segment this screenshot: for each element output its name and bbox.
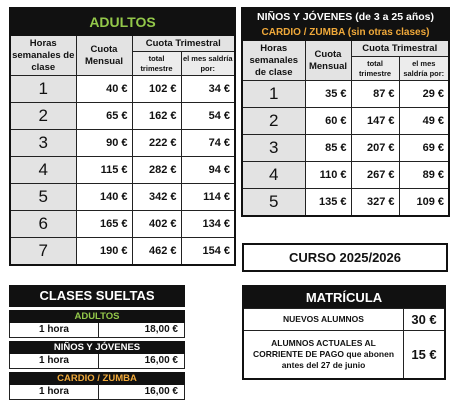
- hours-cell: 6: [10, 211, 76, 238]
- mensual-cell: 135 €: [305, 189, 351, 216]
- header-total-trimestre: total trimestre: [132, 52, 181, 76]
- header-total-trimestre: total trimestre: [351, 57, 399, 81]
- group-cardio-title: CARDIO / ZUMBA: [9, 372, 185, 385]
- row-label: 1 hora: [10, 354, 99, 368]
- trimestre-cell: 267 €: [351, 162, 399, 189]
- header-horas: Horas semanales de clase: [242, 41, 305, 81]
- group-adultos-row: [9, 323, 185, 338]
- trimestre-cell: 87 €: [351, 81, 399, 108]
- group-cardio-row: [9, 385, 185, 400]
- price-row: [242, 135, 449, 162]
- mes-cell: 94 €: [181, 157, 235, 184]
- nuevos-price: 30 €: [411, 312, 437, 327]
- hours-cell: 4: [10, 157, 76, 184]
- mensual-cell: 85 €: [305, 135, 351, 162]
- actuales-label: ALUMNOS ACTUALES AL CORRIENTE DE PAGO que abonen antes del 27 de junio: [244, 331, 404, 378]
- price-row: [242, 189, 449, 216]
- mes-cell: 49 €: [399, 108, 449, 135]
- header-cuota-trimestral: Cuota Trimestral: [351, 41, 449, 57]
- header-horas: Horas semanales de clase: [10, 36, 76, 76]
- hours-cell: 7: [10, 238, 76, 265]
- trimestre-cell: 162 €: [132, 103, 181, 130]
- mes-cell: 154 €: [181, 238, 235, 265]
- mes-cell: 29 €: [399, 81, 449, 108]
- hours-cell: 5: [10, 184, 76, 211]
- price-row: [10, 184, 235, 211]
- row-price: 18,00 €: [144, 324, 178, 335]
- nuevos-label: NUEVOS ALUMNOS: [244, 309, 404, 330]
- mes-cell: 34 €: [181, 76, 235, 103]
- trimestre-cell: 147 €: [351, 108, 399, 135]
- ninos-price-table: [241, 7, 450, 217]
- group-ninos-row: [9, 354, 185, 369]
- header-cuota-mensual: Cuota Mensual: [76, 36, 132, 76]
- mensual-cell: 40 €: [76, 76, 132, 103]
- mensual-cell: 60 €: [305, 108, 351, 135]
- price-row: [242, 81, 449, 108]
- mes-cell: 69 €: [399, 135, 449, 162]
- group-adultos-title: ADULTOS: [9, 310, 185, 323]
- header-cuota-mensual: Cuota Mensual: [305, 41, 351, 81]
- clases-sueltas-title: CLASES SUELTAS: [9, 285, 185, 307]
- mensual-cell: 140 €: [76, 184, 132, 211]
- price-row: [10, 130, 235, 157]
- price-row: [10, 103, 235, 130]
- adultos-price-table: [9, 7, 236, 266]
- row-label: 1 hora: [10, 323, 99, 337]
- price-row: [10, 76, 235, 103]
- row-label: 1 hora: [10, 385, 99, 399]
- mensual-cell: 35 €: [305, 81, 351, 108]
- mensual-cell: 115 €: [76, 157, 132, 184]
- mensual-cell: 190 €: [76, 238, 132, 265]
- ninos-subtitle: CARDIO / ZUMBA (sin otras clases): [242, 25, 449, 41]
- price-row: [242, 162, 449, 189]
- hours-cell: 2: [242, 108, 305, 135]
- mensual-cell: 110 €: [305, 162, 351, 189]
- matricula-nuevos-row: [244, 308, 444, 330]
- hours-cell: 3: [242, 135, 305, 162]
- mes-cell: 54 €: [181, 103, 235, 130]
- price-row: [10, 211, 235, 238]
- mes-cell: 109 €: [399, 189, 449, 216]
- curso-label: CURSO 2025/2026: [242, 243, 448, 272]
- mensual-cell: 90 €: [76, 130, 132, 157]
- header-cuota-trimestral: Cuota Trimestral: [132, 36, 235, 52]
- mes-cell: 74 €: [181, 130, 235, 157]
- group-ninos-title: NIÑOS Y JÓVENES: [9, 341, 185, 354]
- matricula-actuales-row: [244, 330, 444, 378]
- price-row: [242, 108, 449, 135]
- row-price: 16,00 €: [144, 355, 178, 366]
- actuales-price: 15 €: [411, 347, 437, 362]
- hours-cell: 4: [242, 162, 305, 189]
- hours-cell: 1: [10, 76, 76, 103]
- mensual-cell: 65 €: [76, 103, 132, 130]
- hours-cell: 3: [10, 130, 76, 157]
- hours-cell: 5: [242, 189, 305, 216]
- header-mes-saldria: el mes saldría por:: [399, 57, 449, 81]
- price-row: [10, 157, 235, 184]
- trimestre-cell: 102 €: [132, 76, 181, 103]
- mensual-cell: 165 €: [76, 211, 132, 238]
- hours-cell: 2: [10, 103, 76, 130]
- trimestre-cell: 327 €: [351, 189, 399, 216]
- trimestre-cell: 342 €: [132, 184, 181, 211]
- price-row: [10, 238, 235, 265]
- matricula-box: [242, 285, 446, 380]
- mes-cell: 89 €: [399, 162, 449, 189]
- mes-cell: 114 €: [181, 184, 235, 211]
- trimestre-cell: 462 €: [132, 238, 181, 265]
- hours-cell: 1: [242, 81, 305, 108]
- ninos-title: NIÑOS Y JÓVENES (de 3 a 25 años): [242, 8, 449, 25]
- matricula-title: MATRÍCULA: [244, 287, 444, 308]
- clases-sueltas-box: [9, 285, 185, 400]
- mes-cell: 134 €: [181, 211, 235, 238]
- header-mes-saldria: el mes saldría por:: [181, 52, 235, 76]
- adultos-title: ADULTOS: [10, 8, 235, 36]
- trimestre-cell: 402 €: [132, 211, 181, 238]
- trimestre-cell: 207 €: [351, 135, 399, 162]
- trimestre-cell: 222 €: [132, 130, 181, 157]
- trimestre-cell: 282 €: [132, 157, 181, 184]
- row-price: 16,00 €: [144, 386, 178, 397]
